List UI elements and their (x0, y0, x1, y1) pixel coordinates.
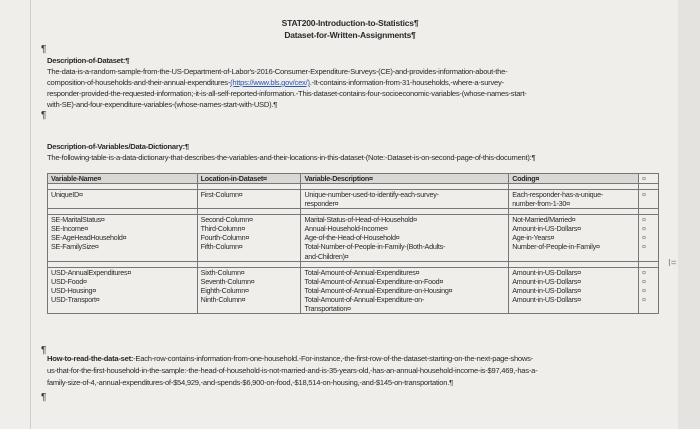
variable-location: First-Column¤ (197, 190, 301, 209)
description-line-4: with-SE)-and-four-expenditure-variables-(whose-names-start-with-USD).¶ (47, 100, 278, 109)
column-header: Coding¤ (509, 174, 639, 184)
howto-line-1: How-to-read-the-data-set:-Each-row-contains-information-from-one-household.-For-instance,-the-first-row-of-the-dataset-starting-on-the-next-page-shows- (47, 354, 533, 363)
table-row (48, 215, 659, 261)
margin-guide (30, 0, 31, 429)
variable-coding: Amount-in-US-Dollars¤ Amount-in-US-Dollars¤ Amount-in-US-Dollars¤ Amount-in-US-Dollars¤ (509, 267, 639, 313)
howto-line-3: family-size-of-4,-annual-expenditures-of-$54,929,-and-spends-$6,900-on-food,-$18,514-on-housing,-and-$145-on-transportation.¶ (47, 378, 453, 387)
variable-name: USD-AnnualExpenditures¤ USD-Food¤ USD-Housing¤ USD-Transport¤ (48, 267, 198, 313)
pilcrow-mark: ¶ (41, 110, 47, 121)
doc-title: STAT200-Introduction-to-Statistics¶ (281, 18, 419, 28)
data-dictionary-table (47, 173, 659, 314)
description-line-2: composition-of-households-and-their-annual-expenditures-(https://www.bls.gov/cex/).-It-contains-information-from-31-households,-where-a-survey- (47, 78, 504, 87)
page-edge (678, 0, 700, 429)
variable-location: Sixth-Column¤ Seventh-Column¤ Eighth-Column¤ Ninth-Column¤ (197, 267, 301, 313)
variable-description: Marital-Status-of-Head-of-Household¤ Annual-Household-Income¤ Age-of-the-Head-of-Household¤ Total-Number-of-People-in-Family-(Both-Adults- and-Children)¤ (301, 215, 509, 261)
row-end-mark: ¤ (639, 190, 659, 209)
row-end-mark: ¤ ¤ ¤ ¤ (639, 267, 659, 313)
variable-coding: Not-Married/Married¤ Amount-in-US-Dollars¤ Age-in-Years¤ Number-of-People-in-Family¤ (509, 215, 639, 261)
variable-location: Second-Column¤ Third-Column¤ Fourth-Column¤ Fifth-Column¤ (197, 215, 301, 261)
dictionary-heading: Description-of-Variables/Data-Dictionary:¶ (47, 142, 189, 151)
howto-line-2: us-that-for-the-first-household-in-the-sample:-the-head-of-household-is-not-married-and-is-35-years-old,-has-an-annual-household-income-is-$97,469,-has-a- (47, 366, 538, 375)
row-end-mark: ¤ ¤ ¤ ¤ (639, 215, 659, 261)
doc-subtitle: Dataset-for-Written-Assignments¶ (284, 30, 416, 40)
table-header-row (48, 174, 659, 184)
description-line-3: responder-provided-the-requested-information;-it-is-all-self-reported-information.-This-dataset-contains-four-socioeconomic-variables-(whose-names-start- (47, 89, 527, 98)
howto-heading: How-to-read-the-data-set: (47, 354, 134, 363)
table-row (48, 190, 659, 209)
bls-link[interactable]: (https://www.bls.gov/cex/) (230, 78, 310, 87)
column-header: Variable-Name¤ (48, 174, 198, 184)
pilcrow-mark: ¶ (41, 392, 47, 403)
description-line-1: The-data-is-a-random-sample-from-the-US-Department-of-Labor's-2016-Consumer-Expenditure-Surveys-(CE)-and-provides-information-about-the- (47, 67, 508, 76)
variable-name: SE-MaritalStatus¤ SE-Income¤ SE-AgeHeadHousehold¤ SE-FamilySize¤ (48, 215, 198, 261)
variable-name: UniqueID¤ (48, 190, 198, 209)
pilcrow-mark: ¶ (41, 345, 47, 356)
text-cursor-icon: I= (668, 258, 677, 269)
dictionary-intro: The-following-table-is-a-data-dictionary-that-describes-the-variables-and-their-locations-in-this-dataset-(Note:-Dataset-is-on-second-page-of-this-document):¶ (47, 153, 536, 162)
variable-description: Unique-number-used-to-identify-each-survey- responder¤ (301, 190, 509, 209)
column-header: Location-in-Dataset¤ (197, 174, 301, 184)
variable-coding: Each-responder-has-a-unique- number-from-1-30¤ (509, 190, 639, 209)
column-header: Variable-Description¤ (301, 174, 509, 184)
pilcrow-mark: ¶ (41, 44, 47, 55)
row-end-mark: ¤ (639, 174, 659, 184)
variable-description: Total-Amount-of-Annual-Expenditures¤ Total-Amount-of-Annual-Expenditure-on-Food¤ Total-Amount-of-Annual-Expenditure-on-Housing¤ Total-Amount-of-Annual-Expenditure-on- Transportation¤ (301, 267, 509, 313)
description-heading: Description-of-Dataset:¶ (47, 56, 130, 65)
table-row (48, 267, 659, 313)
